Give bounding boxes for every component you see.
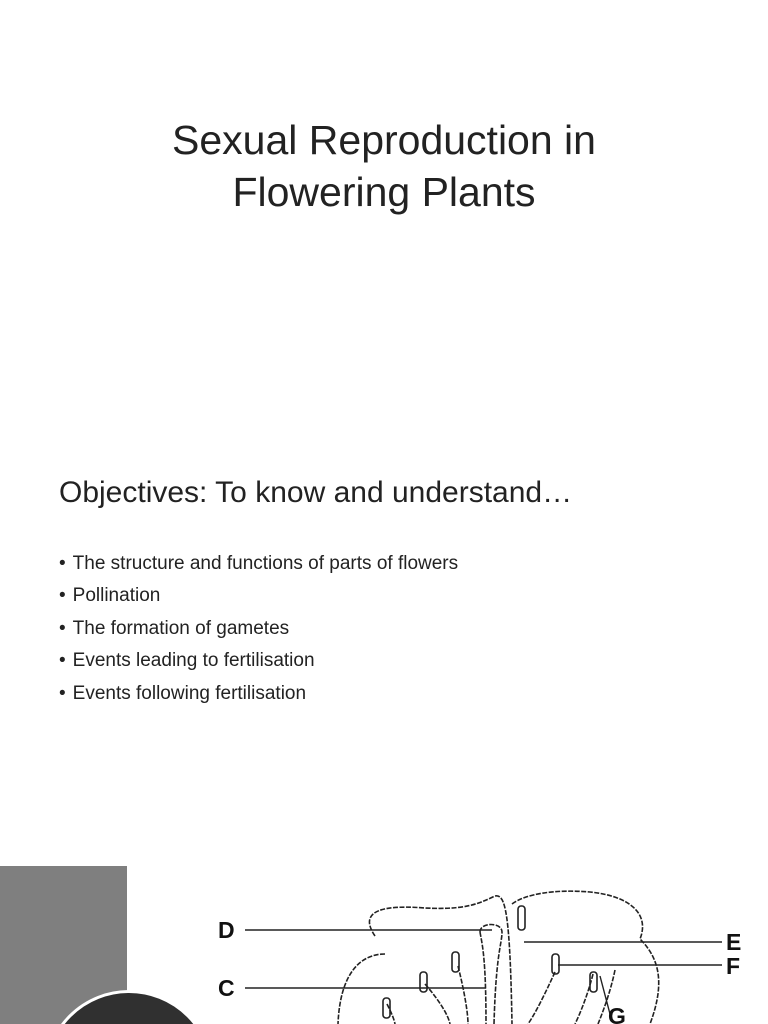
list-item: • Pollination bbox=[59, 580, 458, 612]
petal-left bbox=[369, 896, 512, 1024]
label-e: E bbox=[726, 929, 742, 955]
slide-flower-diagram bbox=[0, 864, 768, 1024]
list-item: • The formation of gametes bbox=[59, 613, 458, 645]
label-g: G bbox=[608, 1003, 626, 1024]
objectives-list bbox=[59, 548, 458, 710]
page-title bbox=[0, 114, 768, 218]
slide-title bbox=[0, 0, 768, 432]
filament-1 bbox=[425, 984, 450, 1024]
list-item: • The structure and functions of parts of flowers bbox=[59, 548, 458, 580]
flower-diagram bbox=[210, 864, 768, 1024]
filament-2 bbox=[458, 966, 468, 1024]
title-line-1: Sexual Reproduction in bbox=[172, 117, 596, 163]
objectives-heading: Objectives: To know and understand… bbox=[59, 476, 573, 509]
filament-3 bbox=[528, 972, 555, 1024]
title-line-2: Flowering Plants bbox=[232, 169, 536, 215]
anther-2 bbox=[420, 972, 427, 992]
anther-3 bbox=[552, 954, 559, 974]
label-d: D bbox=[218, 917, 235, 943]
stigma bbox=[480, 925, 502, 1024]
anther-6 bbox=[518, 906, 525, 930]
list-item: • Events following fertilisation bbox=[59, 678, 458, 710]
filament-6 bbox=[387, 1004, 395, 1024]
petal-right bbox=[512, 891, 659, 1024]
label-f: F bbox=[726, 953, 741, 979]
style-left bbox=[480, 932, 486, 1024]
petal-left-lower bbox=[338, 954, 385, 1024]
label-c: C bbox=[218, 975, 235, 1001]
slide-objectives bbox=[0, 432, 768, 864]
list-item: • Events leading to fertilisation bbox=[59, 645, 458, 677]
